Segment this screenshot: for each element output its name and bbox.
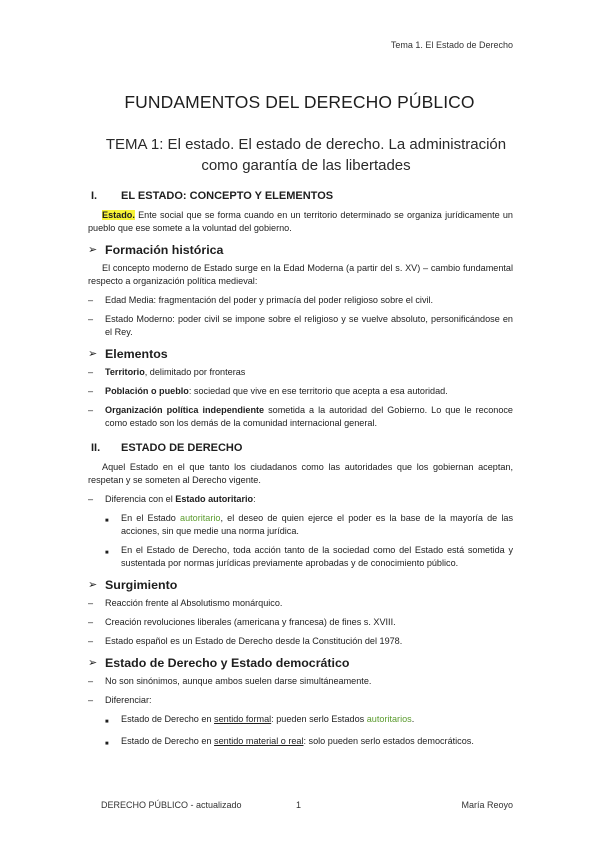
term: Población o pueblo [105, 386, 189, 396]
sub-list-item [88, 713, 513, 729]
dash-marker: – [88, 676, 94, 686]
arrow-bullet-icon: ➢ [88, 244, 98, 256]
subsection-heading [88, 579, 513, 592]
document-subtitle: TEMA 1: El estado. El estado de derecho. La administración como garantía de las libertades [105, 136, 507, 174]
list-item [88, 404, 513, 430]
section-heading [88, 190, 513, 203]
list-item-text: sometida a la autoridad del Gobierno. Lo que le reconoce como estado son los demás de la comunidad internacional general. [105, 405, 513, 428]
subsection-title: Estado de Derecho y Estado democrático [105, 656, 350, 670]
section-heading [88, 442, 513, 455]
paragraph: Aquel Estado en el que tanto los ciudadanos como las autoridades que los gobiernan aceptan, respetan y se someten al Derecho vigente. [88, 462, 513, 485]
green-term: autoritario [180, 513, 221, 523]
list-item-text: : [253, 494, 256, 504]
list-item-text: Reacción frente al Absolutismo monárquico. [105, 598, 283, 608]
list-item-text: En el Estado [121, 513, 181, 523]
list-item-text: Creación revoluciones liberales (americana y francesa) de fines s. XVIII. [105, 617, 396, 627]
list-item [88, 675, 513, 688]
section-title: EL ESTADO: CONCEPTO Y ELEMENTOS [121, 190, 334, 202]
list-item [88, 597, 513, 610]
footer-course: DERECHO PÚBLICO - actualizado [101, 800, 242, 810]
sub-list-item [88, 544, 513, 570]
dash-marker: – [88, 636, 94, 646]
list-item-text: Estado Moderno: poder civil se impone sobre el religioso y se vuelve absoluto, personificándose en el Rey. [105, 314, 513, 337]
subsection-title: Elementos [105, 347, 168, 361]
list-item [88, 616, 513, 629]
subsection-heading [88, 244, 513, 257]
square-bullet-icon: ■ [105, 518, 109, 524]
dash-marker: – [88, 314, 94, 324]
square-bullet-icon: ■ [105, 550, 109, 556]
document-title: FUNDAMENTOS DEL DERECHO PÚBLICO [124, 92, 475, 112]
square-bullet-icon: ■ [105, 719, 109, 725]
subsection-heading [88, 657, 513, 670]
list-item [88, 294, 513, 307]
paragraph: El concepto moderno de Estado surge en la Edad Moderna (a partir del s. XV) – cambio fundamental respecto a organización política medieval: [88, 263, 513, 286]
list-item [88, 694, 513, 707]
square-bullet-icon: ■ [105, 741, 109, 747]
list-item-text: Edad Media: fragmentación del poder y primacía del poder religioso sobre el civil. [105, 295, 434, 305]
dash-marker: – [88, 598, 94, 608]
term: Organización política independiente [105, 405, 265, 415]
document-body [88, 190, 513, 757]
list-item-text: , el deseo de quien ejerce el poder es la base de la mayoría de las acciones, sin que medie una norma jurídica. [121, 513, 513, 536]
highlighted-term: Estado. [102, 210, 135, 220]
list-item-text: Estado español es un Estado de Derecho desde la Constitución del 1978. [105, 636, 403, 646]
list-item [88, 385, 513, 398]
dash-marker: – [88, 695, 94, 705]
section-title: ESTADO DE DERECHO [121, 442, 243, 454]
subsection-title: Surgimiento [105, 578, 178, 592]
list-item-text: Diferencia con el [105, 494, 176, 504]
list-item-text: : sociedad que vive en ese territorio que acepta a esa autoridad. [188, 386, 448, 396]
dash-marker: – [88, 405, 94, 415]
section-number: II. [91, 442, 101, 454]
list-item [88, 313, 513, 339]
list-item [88, 635, 513, 648]
term: Territorio [105, 367, 145, 377]
running-header: Tema 1. El Estado de Derecho [390, 40, 513, 50]
list-item-text: : solo pueden serlo estados democráticos. [303, 736, 474, 746]
sub-list-item [88, 512, 513, 538]
underlined-term: sentido material o real [214, 736, 304, 746]
green-term: autoritarios [366, 714, 412, 724]
subsection-heading [88, 348, 513, 361]
list-item-text: No son sinónimos, aunque ambos suelen darse simultáneamente. [105, 676, 372, 686]
dash-marker: – [88, 295, 94, 305]
subsection-title: Formación histórica [105, 243, 224, 257]
list-item-text: . [411, 714, 415, 724]
dash-marker: – [88, 494, 94, 504]
list-item-text: Estado de Derecho en [121, 736, 215, 746]
list-item-text: En el Estado de Derecho, toda acción tanto de la sociedad como del Estado está sometida y sustentada por normas jurídicas previamente aprobadas y de conocimiento público. [121, 545, 513, 568]
list-item-text: , delimitado por fronteras [144, 367, 246, 377]
list-item-text: : pueden serlo Estados [271, 714, 367, 724]
list-item-text: Estado de Derecho en [121, 714, 215, 724]
dash-marker: – [88, 367, 94, 377]
dash-marker: – [88, 386, 94, 396]
definition-paragraph [88, 209, 513, 235]
list-item [88, 493, 513, 506]
footer-author: María Reoyo [461, 800, 513, 810]
arrow-bullet-icon: ➢ [88, 348, 98, 360]
term: Estado autoritario [175, 494, 254, 504]
arrow-bullet-icon: ➢ [88, 657, 98, 669]
list-item [88, 366, 513, 379]
definition-text: Ente social que se forma cuando en un territorio determinado se organiza jurídicamente un pueblo que ese somete a la voluntad del gobierno. [88, 210, 513, 233]
underlined-term: sentido formal [214, 714, 272, 724]
sub-list-item [88, 735, 513, 751]
section-number: I. [91, 190, 98, 202]
list-item-text: Diferenciar: [105, 695, 152, 705]
dash-marker: – [88, 617, 94, 627]
arrow-bullet-icon: ➢ [88, 579, 98, 591]
page-number: 1 [296, 800, 302, 810]
